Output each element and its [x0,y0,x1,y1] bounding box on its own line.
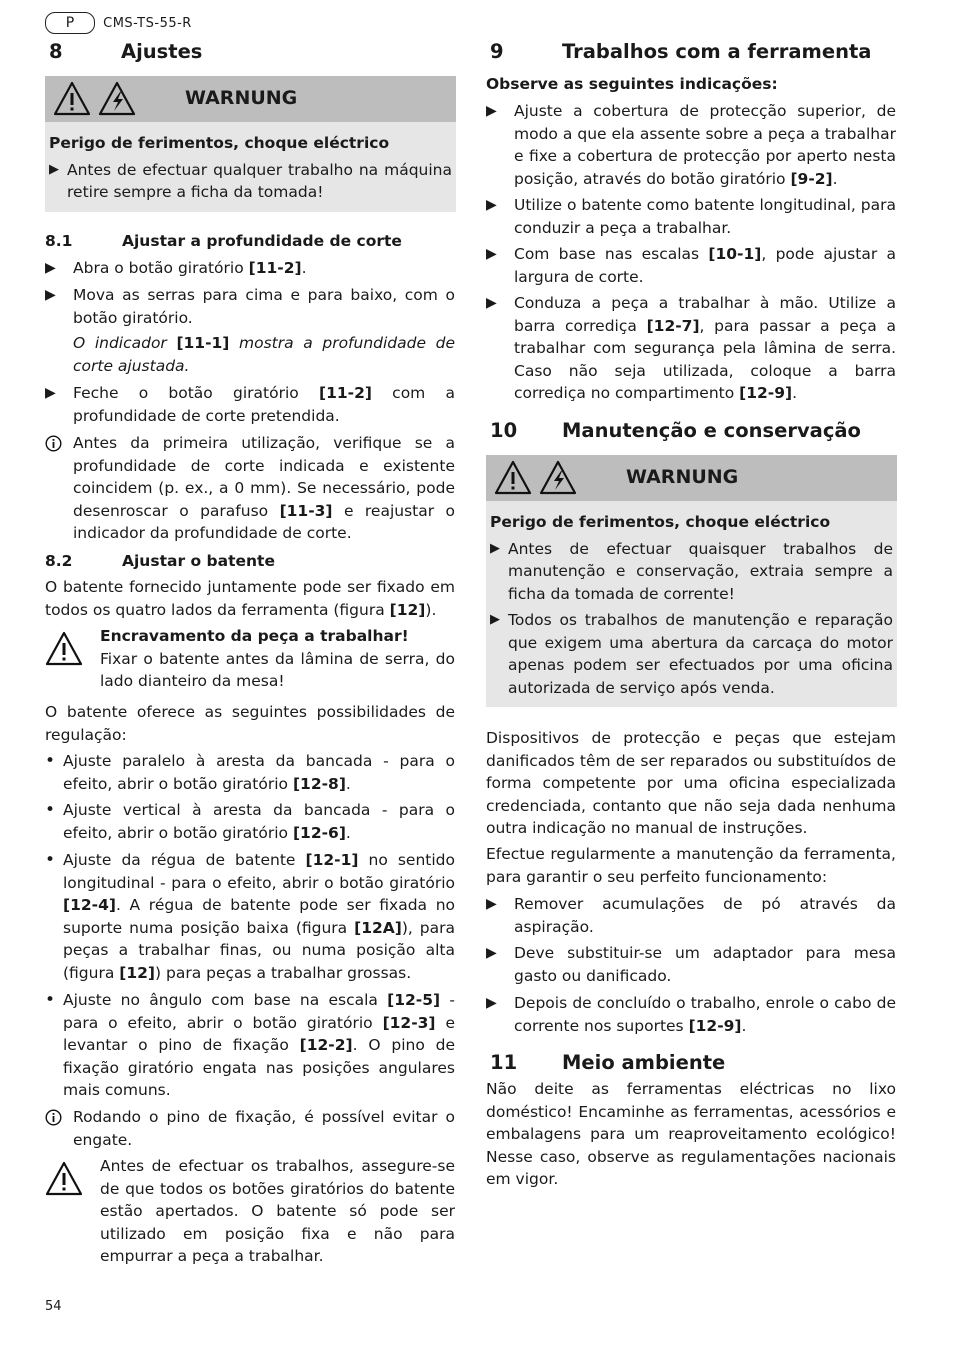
list-item: ▶ Feche o botão giratório [11-2] com a profundidade de corte pretendida. [45,384,455,425]
document-code: CMS-TS-55-R [103,15,192,31]
arrow-right-icon: ▶ [45,287,56,303]
paragraph: Não deite as ferramentas eléctricas no lixo doméstico! Encaminhe as ferramentas, acessórios e embalagens para um reaproveitamento ecológico! Nesse caso, observe as regulamentações nacionais em vigor. [486,1080,896,1188]
list-item: ▶ Utilize o batente como batente longitudinal, para conduzir a peça a trabalhar. [486,196,896,237]
arrow-right-icon: ▶ [490,540,500,556]
warning-box-section-8 [45,76,456,212]
warning-triangle-icon [45,1161,83,1201]
bullet-icon: • [45,990,56,1010]
arrow-right-icon: ▶ [45,385,56,401]
info-item: Antes da primeira utilização, verifique se a profundidade de corte indicada e existente coincidem (p. ex., a 0 mm). Se necessário, pode desenroscar o parafuso [11-3] e reajustar o indicador da profundidade de corte. [45,432,455,545]
bullet-item: • Ajuste da régua de batente [12-1] no sentido longitudinal - para o efeito, abrir o botão giratório [12-4]. A régua de batente pode ser fixada no suporte numa posição baixa (figura [12A]), para peças a trabalhar finas, ou numa posição alta (figura [12]) para peças a trabalhar grossas. [45,850,456,982]
paragraph: O batente fornecido juntamente pode ser fixado em todos os quatro lados da ferramenta (figura [12]). [45,578,455,619]
arrow-right-icon: ▶ [486,995,497,1011]
caution-block: Encravamento da peça a trabalhar! Fixar o batente antes da lâmina de serra, do lado dianteiro da mesa! [45,625,455,693]
warning-title: WARNUNG [626,466,739,488]
list-item: ▶ Remover acumulações de pó através da aspiração. [486,895,896,936]
arrow-right-icon: ▶ [45,260,56,276]
bullet-item: • Ajuste vertical à aresta da bancada - para o efeito, abrir o botão giratório [12-6]. [45,800,455,842]
arrow-right-icon: ▶ [486,896,497,912]
info-item: Rodando o pino de fixação, é possível evitar o engate. [45,1106,455,1151]
warning-header [45,76,456,122]
warning-item: ▶ Todos os trabalhos de manutenção e reparação que exigem uma abertura da carcaça do motor apenas podem ser efectuados por uma oficina autorizada de serviço após venda. [490,611,893,697]
arrow-right-icon: ▶ [486,945,497,961]
arrow-right-icon: ▶ [486,246,497,262]
page-number: 54 [45,1299,62,1314]
warning-triangle-icon [494,459,584,501]
paragraph: Efectue regularmente a manutenção da ferramenta, para garantir o seu perfeito funcionamento: [486,845,896,886]
warning-triangle-icon [45,631,83,671]
paragraph: Dispositivos de protecção e peças que estejam danificados têm de ser reparados ou substituídos de forma competente por uma oficina especializada credenciada, contanto que não seja dada nenhuma outra indicação no manual de instruções. [486,729,896,837]
bullet-icon: • [45,800,56,820]
arrow-right-icon: ▶ [486,295,497,311]
arrow-right-icon: ▶ [49,161,59,177]
section-9-subtitle: Observe as seguintes indicações: [486,75,778,93]
warning-box-section-10 [486,455,897,707]
warning-item: ▶ Antes de efectuar quaisquer trabalhos de manutenção e conservação, extraia sempre a ficha da tomada de corrente! [490,539,893,603]
list-item: ▶ Deve substituir-se um adaptador para mesa gasto ou danificado. [486,944,896,985]
warning-title: WARNUNG [185,87,298,109]
paragraph: O batente oferece as seguintes possibilidades de regulação: [45,703,455,744]
section-8-2-heading: 8.2 Ajustar o batente [45,552,275,570]
list-item: ▶ Conduza a peça a trabalhar à mão. Utilize a barra corrediça [12-7], para passar a peça a trabalhar com segurança pela lâmina de serra. Caso não seja utilizada, coloque a barra corrediça no compartimento [12-9]. [486,294,896,402]
warning-subtitle: Perigo de ferimentos, choque eléctrico [49,134,390,152]
caution-block: Antes de efectuar os trabalhos, assegure-se de que todos os botões giratórios do batente estão apertados. O batente só pode ser utilizado em posição fixa e não para empurrar a peça a trabalhar. [45,1155,455,1268]
list-item: ▶ Com base nas escalas [10-1], pode ajustar a largura de corte. [486,245,896,286]
arrow-right-icon: ▶ [486,197,497,213]
warning-header [486,455,897,501]
warning-triangle-icon [53,80,143,122]
section-8-heading: 8 Ajustes [49,40,203,63]
info-icon [45,432,65,460]
note-text: O indicador [11-1] mostra a profundidade de corte ajustada. [73,334,456,375]
bullet-item: • Ajuste paralelo à aresta da bancada - para o efeito, abrir o botão giratório [12-8]. [45,751,455,793]
arrow-right-icon: ▶ [486,103,497,119]
section-8-1-heading: 8.1 Ajustar a profundidade de corte [45,232,402,250]
section-10-heading: 10 Manutenção e conservação [490,419,861,442]
warning-item: ▶ Antes de efectuar qualquer trabalho na máquina retire sempre a ficha da tomada! [49,160,452,201]
language-badge: P [45,12,95,34]
list-item: ▶ Mova as serras para cima e para baixo, com o botão giratório. [45,286,455,327]
info-icon [45,1106,65,1134]
list-item: ▶ Abra o botão giratório [11-2]. [45,257,455,280]
section-11-heading: 11 Meio ambiente [490,1051,726,1074]
section-9-heading: 9 Trabalhos com a ferramenta [490,40,872,63]
page-header [45,12,192,34]
list-item: ▶ Ajuste a cobertura de protecção superior, de modo a que ela assente sobre a peça a trabalhar e fixe a cobertura de protecção por aperto nesta posição, através do botão giratório [9-2]. [486,102,896,188]
bullet-icon: • [45,751,56,771]
arrow-right-icon: ▶ [490,612,500,627]
bullet-icon: • [45,850,56,870]
list-item: ▶ Depois de concluído o trabalho, enrole o cabo de corrente nos suportes [12-9]. [486,994,896,1035]
warning-subtitle: Perigo de ferimentos, choque eléctrico [490,513,831,531]
bullet-item: • Ajuste no ângulo com base na escala [12-5] - para o efeito, abrir o botão giratório [12-3] e levantar o pino de fixação [12-2]. O pino de fixação giratório engata nas posições angulares mais comuns. [45,990,456,1099]
